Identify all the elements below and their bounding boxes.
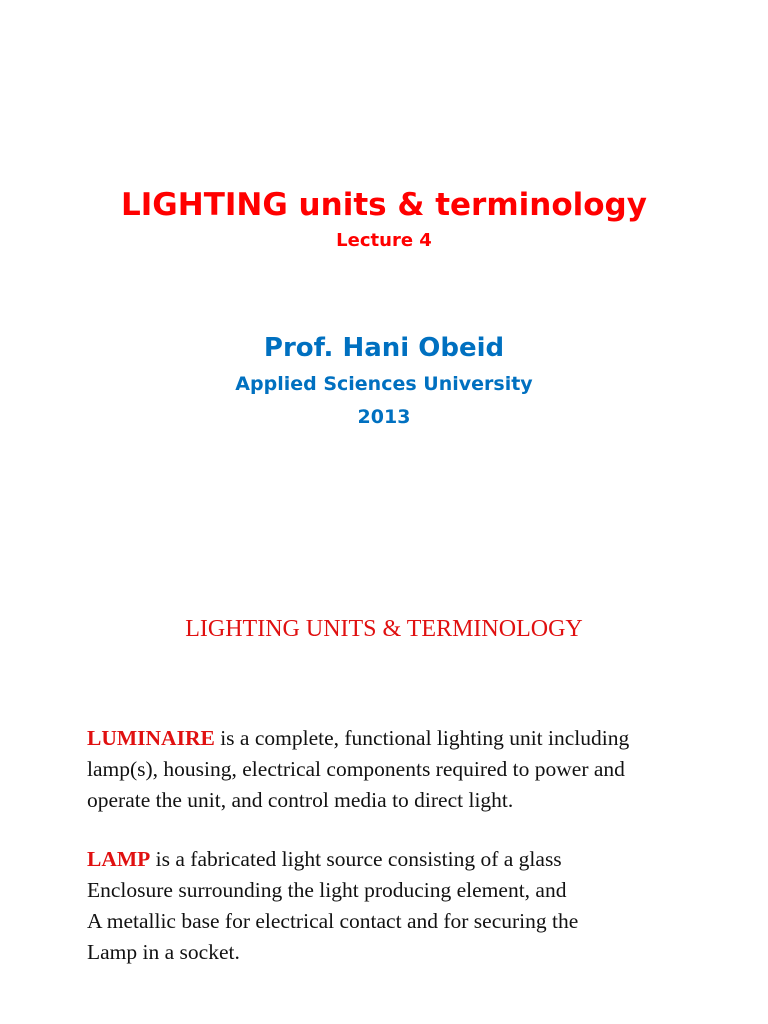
institution-name: Applied Sciences University [235,373,533,395]
definition-text: is a fabricated light source consisting of a glass [150,847,562,871]
definition-text: is a complete, functional lighting unit including [214,726,630,750]
definition-text: Lamp in a socket. [87,940,240,964]
definition-term: LAMP [87,847,151,871]
author-name: Prof. Hani Obeid [263,333,505,363]
year: 2013 [357,406,411,428]
definition-first-line [87,723,747,754]
definition-text: Enclosure surrounding the light producing element, and [87,878,567,902]
definition-lamp [87,844,747,968]
page-title: LIGHTING units & terminology [121,187,647,223]
definition-text: A metallic base for electrical contact and for securing the [87,909,579,933]
definition-first-line [87,844,747,875]
section-heading: LIGHTING UNITS & TERMINOLOGY [185,616,583,642]
lecture-number: Lecture 4 [336,230,432,251]
definition-term: LUMINAIRE [87,726,215,750]
definition-luminaire [87,723,747,816]
definition-text: lamp(s), housing, electrical components required to power and [87,757,625,781]
definition-text: operate the unit, and control media to direct light. [87,788,514,812]
